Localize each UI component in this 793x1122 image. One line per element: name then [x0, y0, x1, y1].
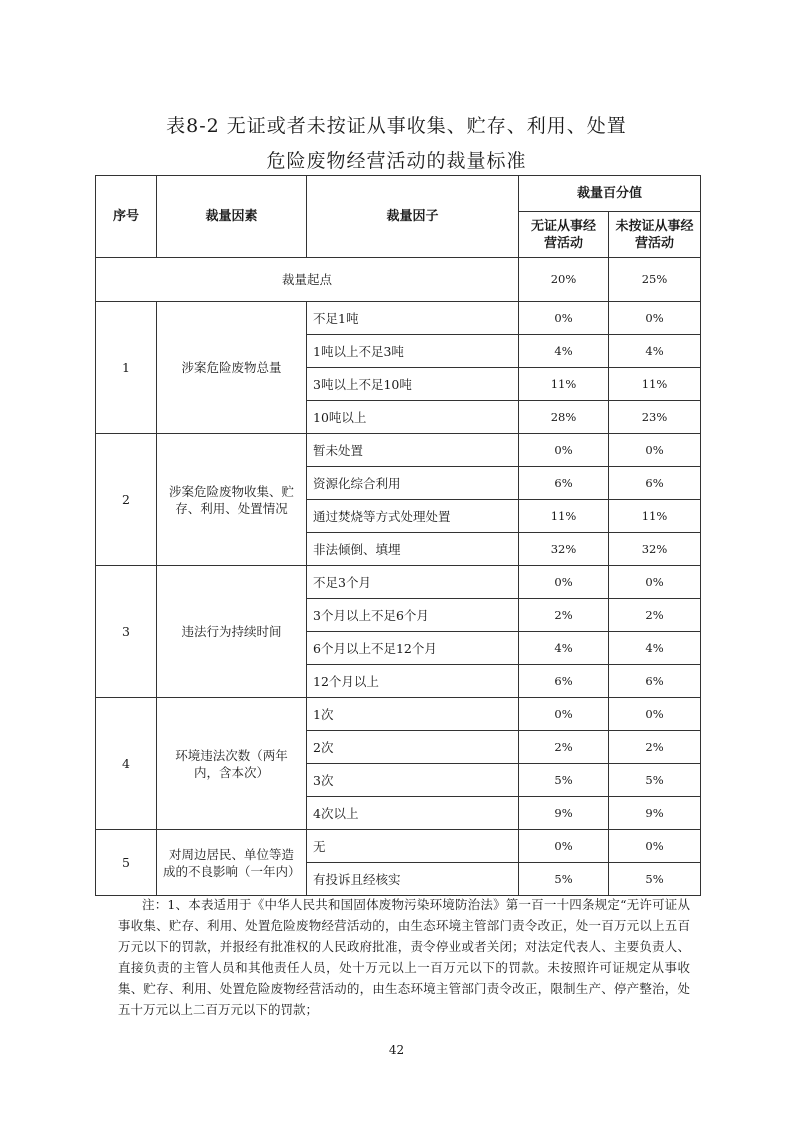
header-col-unlicensed: 无证从事经营活动: [519, 212, 609, 258]
value-not-per-license: 11%: [609, 500, 701, 533]
value-not-per-license: 9%: [609, 797, 701, 830]
value-unlicensed: 32%: [519, 533, 609, 566]
table-row: [96, 302, 701, 335]
value-not-per-license: 5%: [609, 764, 701, 797]
sub-factor-item: 1吨以上不足3吨: [307, 335, 519, 368]
value-not-per-license: 0%: [609, 830, 701, 863]
sub-factor-item: 不足3个月: [307, 566, 519, 599]
sub-factor-item: 10吨以上: [307, 401, 519, 434]
sub-factor-item: 不足1吨: [307, 302, 519, 335]
group-number: 4: [96, 698, 157, 830]
group-factor: 涉案危险废物总量: [157, 302, 307, 434]
sub-factor-item: 12个月以上: [307, 665, 519, 698]
header-pct-group: 裁量百分值: [519, 176, 701, 212]
value-unlicensed: 9%: [519, 797, 609, 830]
sub-factor-item: 4次以上: [307, 797, 519, 830]
value-unlicensed: 6%: [519, 665, 609, 698]
value-unlicensed: 6%: [519, 467, 609, 500]
value-not-per-license: 5%: [609, 863, 701, 896]
sub-factor-item: 3个月以上不足6个月: [307, 599, 519, 632]
value-unlicensed: 28%: [519, 401, 609, 434]
footnote: [118, 894, 690, 1020]
value-not-per-license: 11%: [609, 368, 701, 401]
sub-factor-item: 暂未处置: [307, 434, 519, 467]
header-factor: 裁量因素: [157, 176, 307, 258]
sub-factor-item: 有投诉且经核实: [307, 863, 519, 896]
value-unlicensed: 0%: [519, 302, 609, 335]
start-row: [96, 258, 701, 302]
table-row: [96, 566, 701, 599]
value-unlicensed: 0%: [519, 698, 609, 731]
sub-factor-item: 3次: [307, 764, 519, 797]
sub-factor-item: 通过焚烧等方式处理处置: [307, 500, 519, 533]
group-number: 2: [96, 434, 157, 566]
value-not-per-license: 0%: [609, 698, 701, 731]
value-not-per-license: 4%: [609, 632, 701, 665]
table-row: [96, 434, 701, 467]
value-not-per-license: 0%: [609, 566, 701, 599]
footnote-text: 注：1、本表适用于《中华人民共和国固体废物污染环境防治法》第一百一十四条规定“无许可证从事收集、贮存、利用、处置危险废物经营活动的，由生态环境主管部门责令改正，处一百万元以上五百万元以下的罚款，并报经有批准权的人民政府批准，责令停业或者关闭；对法定代表人、主要负责人、直接负责的主管人员和其他责任人员，处十万元以上一百万元以下的罚款。未按照许可证规定从事收集、贮存、利用、处置危险废物经营活动的，由生态环境主管部门责令改正，限制生产、停产整治，处五十万元以上二百万元以下的罚款；: [118, 897, 690, 1017]
value-unlicensed: 11%: [519, 368, 609, 401]
value-not-per-license: 0%: [609, 434, 701, 467]
value-unlicensed: 11%: [519, 500, 609, 533]
value-unlicensed: 0%: [519, 434, 609, 467]
value-not-per-license: 23%: [609, 401, 701, 434]
start-value-not-per-license: 25%: [609, 258, 701, 302]
group-factor: 涉案危险废物收集、贮存、利用、处置情况: [157, 434, 307, 566]
value-not-per-license: 4%: [609, 335, 701, 368]
value-unlicensed: 5%: [519, 764, 609, 797]
start-label: 裁量起点: [96, 258, 519, 302]
value-not-per-license: 6%: [609, 665, 701, 698]
group-factor: 对周边居民、单位等造成的不良影响（一年内）: [157, 830, 307, 896]
value-not-per-license: 6%: [609, 467, 701, 500]
sub-factor-item: 1次: [307, 698, 519, 731]
sub-factor-item: 资源化综合利用: [307, 467, 519, 500]
group-factor: 环境违法次数（两年内，含本次）: [157, 698, 307, 830]
value-not-per-license: 2%: [609, 599, 701, 632]
group-factor: 违法行为持续时间: [157, 566, 307, 698]
value-not-per-license: 32%: [609, 533, 701, 566]
sub-factor-item: 2次: [307, 731, 519, 764]
value-unlicensed: 4%: [519, 335, 609, 368]
group-number: 5: [96, 830, 157, 896]
value-unlicensed: 5%: [519, 863, 609, 896]
start-value-unlicensed: 20%: [519, 258, 609, 302]
header-seq: 序号: [96, 176, 157, 258]
sub-factor-item: 非法倾倒、填埋: [307, 533, 519, 566]
discretion-table: [95, 175, 701, 896]
value-unlicensed: 2%: [519, 599, 609, 632]
header-col-not-per-license: 未按证从事经营活动: [609, 212, 701, 258]
table-title-line-1: 表8-2 无证或者未按证从事收集、贮存、利用、处置: [166, 115, 627, 137]
value-not-per-license: 0%: [609, 302, 701, 335]
table-row: [96, 698, 701, 731]
value-unlicensed: 0%: [519, 566, 609, 599]
value-not-per-license: 2%: [609, 731, 701, 764]
value-unlicensed: 2%: [519, 731, 609, 764]
table-title-line-2: 危险废物经营活动的裁量标准: [266, 150, 527, 172]
table-row: [96, 830, 701, 863]
page-number: 42: [388, 1043, 405, 1057]
sub-factor-item: 无: [307, 830, 519, 863]
value-unlicensed: 0%: [519, 830, 609, 863]
value-unlicensed: 4%: [519, 632, 609, 665]
group-number: 1: [96, 302, 157, 434]
header-sub-factor: 裁量因子: [307, 176, 519, 258]
sub-factor-item: 6个月以上不足12个月: [307, 632, 519, 665]
group-number: 3: [96, 566, 157, 698]
sub-factor-item: 3吨以上不足10吨: [307, 368, 519, 401]
